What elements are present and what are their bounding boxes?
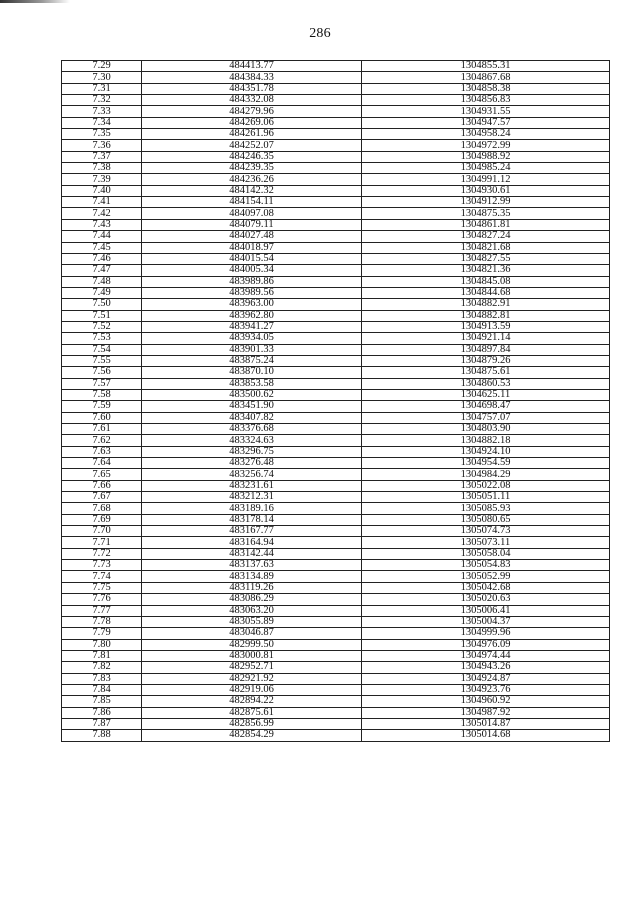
x-coordinate-cell: 482952.71 <box>142 662 362 673</box>
y-coordinate-cell: 1304698.47 <box>362 401 610 412</box>
table-row <box>62 458 610 469</box>
table-row <box>62 537 610 548</box>
y-coordinate-cell: 1305051.11 <box>362 492 610 503</box>
x-coordinate-cell: 483376.68 <box>142 424 362 435</box>
point-number-cell: 7.67 <box>62 492 142 503</box>
y-coordinate-cell: 1304921.14 <box>362 333 610 344</box>
table-row <box>62 526 610 537</box>
point-number-cell: 7.84 <box>62 684 142 695</box>
point-number-cell: 7.44 <box>62 231 142 242</box>
point-number-cell: 7.54 <box>62 344 142 355</box>
x-coordinate-cell: 483178.14 <box>142 514 362 525</box>
x-coordinate-cell: 484351.78 <box>142 83 362 94</box>
x-coordinate-cell: 484252.07 <box>142 140 362 151</box>
x-coordinate-cell: 484239.35 <box>142 163 362 174</box>
point-number-cell: 7.50 <box>62 299 142 310</box>
x-coordinate-cell: 484097.08 <box>142 208 362 219</box>
x-coordinate-cell: 483901.33 <box>142 344 362 355</box>
point-number-cell: 7.31 <box>62 83 142 94</box>
x-coordinate-cell: 483276.48 <box>142 458 362 469</box>
x-coordinate-cell: 483324.63 <box>142 435 362 446</box>
x-coordinate-cell: 483164.94 <box>142 537 362 548</box>
y-coordinate-cell: 1305085.93 <box>362 503 610 514</box>
x-coordinate-cell: 483451.90 <box>142 401 362 412</box>
y-coordinate-cell: 1305022.08 <box>362 480 610 491</box>
point-number-cell: 7.64 <box>62 458 142 469</box>
x-coordinate-cell: 483134.89 <box>142 571 362 582</box>
x-coordinate-cell: 484236.26 <box>142 174 362 185</box>
table-row <box>62 242 610 253</box>
point-number-cell: 7.59 <box>62 401 142 412</box>
x-coordinate-cell: 483875.24 <box>142 355 362 366</box>
table-row <box>62 151 610 162</box>
point-number-cell: 7.56 <box>62 367 142 378</box>
x-coordinate-cell: 484142.32 <box>142 185 362 196</box>
point-number-cell: 7.38 <box>62 163 142 174</box>
x-coordinate-cell: 484261.96 <box>142 129 362 140</box>
x-coordinate-cell: 484079.11 <box>142 219 362 230</box>
table-row <box>62 276 610 287</box>
y-coordinate-cell: 1305014.68 <box>362 730 610 741</box>
table-row <box>62 174 610 185</box>
point-number-cell: 7.82 <box>62 662 142 673</box>
table-row <box>62 401 610 412</box>
point-number-cell: 7.34 <box>62 117 142 128</box>
y-coordinate-cell: 1304827.24 <box>362 231 610 242</box>
y-coordinate-cell: 1304845.08 <box>362 276 610 287</box>
x-coordinate-cell: 482921.92 <box>142 673 362 684</box>
y-coordinate-cell: 1305020.63 <box>362 594 610 605</box>
point-number-cell: 7.66 <box>62 480 142 491</box>
point-number-cell: 7.65 <box>62 469 142 480</box>
y-coordinate-cell: 1304947.57 <box>362 117 610 128</box>
table-row <box>62 367 610 378</box>
y-coordinate-cell: 1304974.44 <box>362 650 610 661</box>
x-coordinate-cell: 483870.10 <box>142 367 362 378</box>
point-number-cell: 7.46 <box>62 253 142 264</box>
point-number-cell: 7.55 <box>62 355 142 366</box>
point-number-cell: 7.45 <box>62 242 142 253</box>
y-coordinate-cell: 1304984.29 <box>362 469 610 480</box>
x-coordinate-cell: 483000.81 <box>142 650 362 661</box>
x-coordinate-cell: 484015.54 <box>142 253 362 264</box>
y-coordinate-cell: 1304924.87 <box>362 673 610 684</box>
table-row <box>62 730 610 741</box>
table-row <box>62 231 610 242</box>
table-row <box>62 446 610 457</box>
x-coordinate-cell: 483212.31 <box>142 492 362 503</box>
table-row <box>62 129 610 140</box>
y-coordinate-cell: 1304985.24 <box>362 163 610 174</box>
x-coordinate-cell: 483963.00 <box>142 299 362 310</box>
x-coordinate-cell: 482856.99 <box>142 718 362 729</box>
point-number-cell: 7.75 <box>62 582 142 593</box>
point-number-cell: 7.68 <box>62 503 142 514</box>
table-row <box>62 707 610 718</box>
table-row <box>62 594 610 605</box>
y-coordinate-cell: 1304861.81 <box>362 219 610 230</box>
table-row <box>62 412 610 423</box>
x-coordinate-cell: 483142.44 <box>142 548 362 559</box>
y-coordinate-cell: 1304625.11 <box>362 389 610 400</box>
point-number-cell: 7.71 <box>62 537 142 548</box>
point-number-cell: 7.29 <box>62 61 142 72</box>
y-coordinate-cell: 1304757.07 <box>362 412 610 423</box>
table-row <box>62 117 610 128</box>
y-coordinate-cell: 1304875.61 <box>362 367 610 378</box>
y-coordinate-cell: 1304867.68 <box>362 72 610 83</box>
x-coordinate-cell: 483086.29 <box>142 594 362 605</box>
point-number-cell: 7.48 <box>62 276 142 287</box>
y-coordinate-cell: 1304882.81 <box>362 310 610 321</box>
y-coordinate-cell: 1304882.91 <box>362 299 610 310</box>
table-row <box>62 253 610 264</box>
x-coordinate-cell: 484005.34 <box>142 265 362 276</box>
x-coordinate-cell: 483167.77 <box>142 526 362 537</box>
y-coordinate-cell: 1304821.36 <box>362 265 610 276</box>
table-row <box>62 650 610 661</box>
y-coordinate-cell: 1304960.92 <box>362 696 610 707</box>
table-row <box>62 514 610 525</box>
y-coordinate-cell: 1304879.26 <box>362 355 610 366</box>
y-coordinate-cell: 1304943.26 <box>362 662 610 673</box>
y-coordinate-cell: 1304976.09 <box>362 639 610 650</box>
coordinates-table <box>61 60 610 742</box>
y-coordinate-cell: 1304858.38 <box>362 83 610 94</box>
y-coordinate-cell: 1304958.24 <box>362 129 610 140</box>
table-row <box>62 616 610 627</box>
page-number: 286 <box>309 26 331 41</box>
point-number-cell: 7.41 <box>62 197 142 208</box>
table-row <box>62 299 610 310</box>
point-number-cell: 7.77 <box>62 605 142 616</box>
table-row <box>62 389 610 400</box>
y-coordinate-cell: 1305052.99 <box>362 571 610 582</box>
point-number-cell: 7.86 <box>62 707 142 718</box>
table-row <box>62 628 610 639</box>
table-row <box>62 333 610 344</box>
x-coordinate-cell: 483853.58 <box>142 378 362 389</box>
point-number-cell: 7.51 <box>62 310 142 321</box>
x-coordinate-cell: 484332.08 <box>142 95 362 106</box>
table-row <box>62 83 610 94</box>
x-coordinate-cell: 483055.89 <box>142 616 362 627</box>
x-coordinate-cell: 483231.61 <box>142 480 362 491</box>
point-number-cell: 7.43 <box>62 219 142 230</box>
point-number-cell: 7.80 <box>62 639 142 650</box>
table-row <box>62 185 610 196</box>
point-number-cell: 7.33 <box>62 106 142 117</box>
table-row <box>62 480 610 491</box>
table-row <box>62 582 610 593</box>
y-coordinate-cell: 1305014.87 <box>362 718 610 729</box>
x-coordinate-cell: 483063.20 <box>142 605 362 616</box>
x-coordinate-cell: 484018.97 <box>142 242 362 253</box>
x-coordinate-cell: 482999.50 <box>142 639 362 650</box>
point-number-cell: 7.81 <box>62 650 142 661</box>
point-number-cell: 7.70 <box>62 526 142 537</box>
table-row <box>62 287 610 298</box>
point-number-cell: 7.76 <box>62 594 142 605</box>
x-coordinate-cell: 483989.86 <box>142 276 362 287</box>
table-row <box>62 605 610 616</box>
point-number-cell: 7.52 <box>62 321 142 332</box>
point-number-cell: 7.36 <box>62 140 142 151</box>
point-number-cell: 7.85 <box>62 696 142 707</box>
y-coordinate-cell: 1304930.61 <box>362 185 610 196</box>
x-coordinate-cell: 484384.33 <box>142 72 362 83</box>
x-coordinate-cell: 483137.63 <box>142 560 362 571</box>
y-coordinate-cell: 1305058.04 <box>362 548 610 559</box>
y-coordinate-cell: 1305006.41 <box>362 605 610 616</box>
table-row <box>62 560 610 571</box>
y-coordinate-cell: 1304855.31 <box>362 61 610 72</box>
x-coordinate-cell: 482919.06 <box>142 684 362 695</box>
table-row <box>62 344 610 355</box>
y-coordinate-cell: 1304931.55 <box>362 106 610 117</box>
point-number-cell: 7.69 <box>62 514 142 525</box>
y-coordinate-cell: 1304913.59 <box>362 321 610 332</box>
x-coordinate-cell: 484154.11 <box>142 197 362 208</box>
point-number-cell: 7.83 <box>62 673 142 684</box>
table-row <box>62 355 610 366</box>
point-number-cell: 7.58 <box>62 389 142 400</box>
point-number-cell: 7.61 <box>62 424 142 435</box>
table-row <box>62 571 610 582</box>
x-coordinate-cell: 483407.82 <box>142 412 362 423</box>
table-row <box>62 140 610 151</box>
table-row <box>62 219 610 230</box>
table-row <box>62 265 610 276</box>
y-coordinate-cell: 1304860.53 <box>362 378 610 389</box>
point-number-cell: 7.74 <box>62 571 142 582</box>
y-coordinate-cell: 1304803.90 <box>362 424 610 435</box>
table-row <box>62 72 610 83</box>
x-coordinate-cell: 484279.96 <box>142 106 362 117</box>
x-coordinate-cell: 483500.62 <box>142 389 362 400</box>
table-row <box>62 61 610 72</box>
table-row <box>62 548 610 559</box>
y-coordinate-cell: 1304987.92 <box>362 707 610 718</box>
y-coordinate-cell: 1304882.18 <box>362 435 610 446</box>
y-coordinate-cell: 1304897.84 <box>362 344 610 355</box>
point-number-cell: 7.35 <box>62 129 142 140</box>
x-coordinate-cell: 484027.48 <box>142 231 362 242</box>
table-row <box>62 197 610 208</box>
table-row <box>62 673 610 684</box>
y-coordinate-cell: 1304923.76 <box>362 684 610 695</box>
y-coordinate-cell: 1305074.73 <box>362 526 610 537</box>
x-coordinate-cell: 483189.16 <box>142 503 362 514</box>
table-row <box>62 696 610 707</box>
y-coordinate-cell: 1304844.68 <box>362 287 610 298</box>
y-coordinate-cell: 1304821.68 <box>362 242 610 253</box>
y-coordinate-cell: 1304972.99 <box>362 140 610 151</box>
point-number-cell: 7.62 <box>62 435 142 446</box>
point-number-cell: 7.47 <box>62 265 142 276</box>
table-row <box>62 492 610 503</box>
x-coordinate-cell: 483296.75 <box>142 446 362 457</box>
y-coordinate-cell: 1304875.35 <box>362 208 610 219</box>
x-coordinate-cell: 483256.74 <box>142 469 362 480</box>
y-coordinate-cell: 1304991.12 <box>362 174 610 185</box>
table-row <box>62 435 610 446</box>
table-row <box>62 95 610 106</box>
table-row <box>62 106 610 117</box>
table-row <box>62 662 610 673</box>
point-number-cell: 7.39 <box>62 174 142 185</box>
y-coordinate-cell: 1305080.65 <box>362 514 610 525</box>
x-coordinate-cell: 483941.27 <box>142 321 362 332</box>
point-number-cell: 7.32 <box>62 95 142 106</box>
y-coordinate-cell: 1305073.11 <box>362 537 610 548</box>
table-row <box>62 310 610 321</box>
y-coordinate-cell: 1304988.92 <box>362 151 610 162</box>
y-coordinate-cell: 1305054.83 <box>362 560 610 571</box>
y-coordinate-cell: 1304912.99 <box>362 197 610 208</box>
point-number-cell: 7.79 <box>62 628 142 639</box>
table-row <box>62 639 610 650</box>
table-row <box>62 378 610 389</box>
table-row <box>62 424 610 435</box>
table-row <box>62 321 610 332</box>
scan-edge-mark <box>0 0 70 3</box>
x-coordinate-cell: 482894.22 <box>142 696 362 707</box>
x-coordinate-cell: 484413.77 <box>142 61 362 72</box>
x-coordinate-cell: 482854.29 <box>142 730 362 741</box>
point-number-cell: 7.73 <box>62 560 142 571</box>
x-coordinate-cell: 484246.35 <box>142 151 362 162</box>
y-coordinate-cell: 1304856.83 <box>362 95 610 106</box>
x-coordinate-cell: 483046.87 <box>142 628 362 639</box>
point-number-cell: 7.88 <box>62 730 142 741</box>
point-number-cell: 7.78 <box>62 616 142 627</box>
y-coordinate-cell: 1305042.68 <box>362 582 610 593</box>
point-number-cell: 7.63 <box>62 446 142 457</box>
y-coordinate-cell: 1304827.55 <box>362 253 610 264</box>
x-coordinate-cell: 483989.56 <box>142 287 362 298</box>
y-coordinate-cell: 1304999.96 <box>362 628 610 639</box>
y-coordinate-cell: 1305004.37 <box>362 616 610 627</box>
x-coordinate-cell: 483119.26 <box>142 582 362 593</box>
y-coordinate-cell: 1304954.59 <box>362 458 610 469</box>
table-row <box>62 208 610 219</box>
table-row <box>62 684 610 695</box>
x-coordinate-cell: 483962.80 <box>142 310 362 321</box>
table-row <box>62 163 610 174</box>
point-number-cell: 7.72 <box>62 548 142 559</box>
table-row <box>62 469 610 480</box>
x-coordinate-cell: 482875.61 <box>142 707 362 718</box>
point-number-cell: 7.42 <box>62 208 142 219</box>
x-coordinate-cell: 484269.06 <box>142 117 362 128</box>
point-number-cell: 7.87 <box>62 718 142 729</box>
point-number-cell: 7.40 <box>62 185 142 196</box>
point-number-cell: 7.53 <box>62 333 142 344</box>
point-number-cell: 7.37 <box>62 151 142 162</box>
y-coordinate-cell: 1304924.10 <box>362 446 610 457</box>
point-number-cell: 7.60 <box>62 412 142 423</box>
table-row <box>62 503 610 514</box>
point-number-cell: 7.57 <box>62 378 142 389</box>
x-coordinate-cell: 483934.05 <box>142 333 362 344</box>
table-row <box>62 718 610 729</box>
point-number-cell: 7.49 <box>62 287 142 298</box>
point-number-cell: 7.30 <box>62 72 142 83</box>
coordinates-table-body <box>62 61 610 742</box>
